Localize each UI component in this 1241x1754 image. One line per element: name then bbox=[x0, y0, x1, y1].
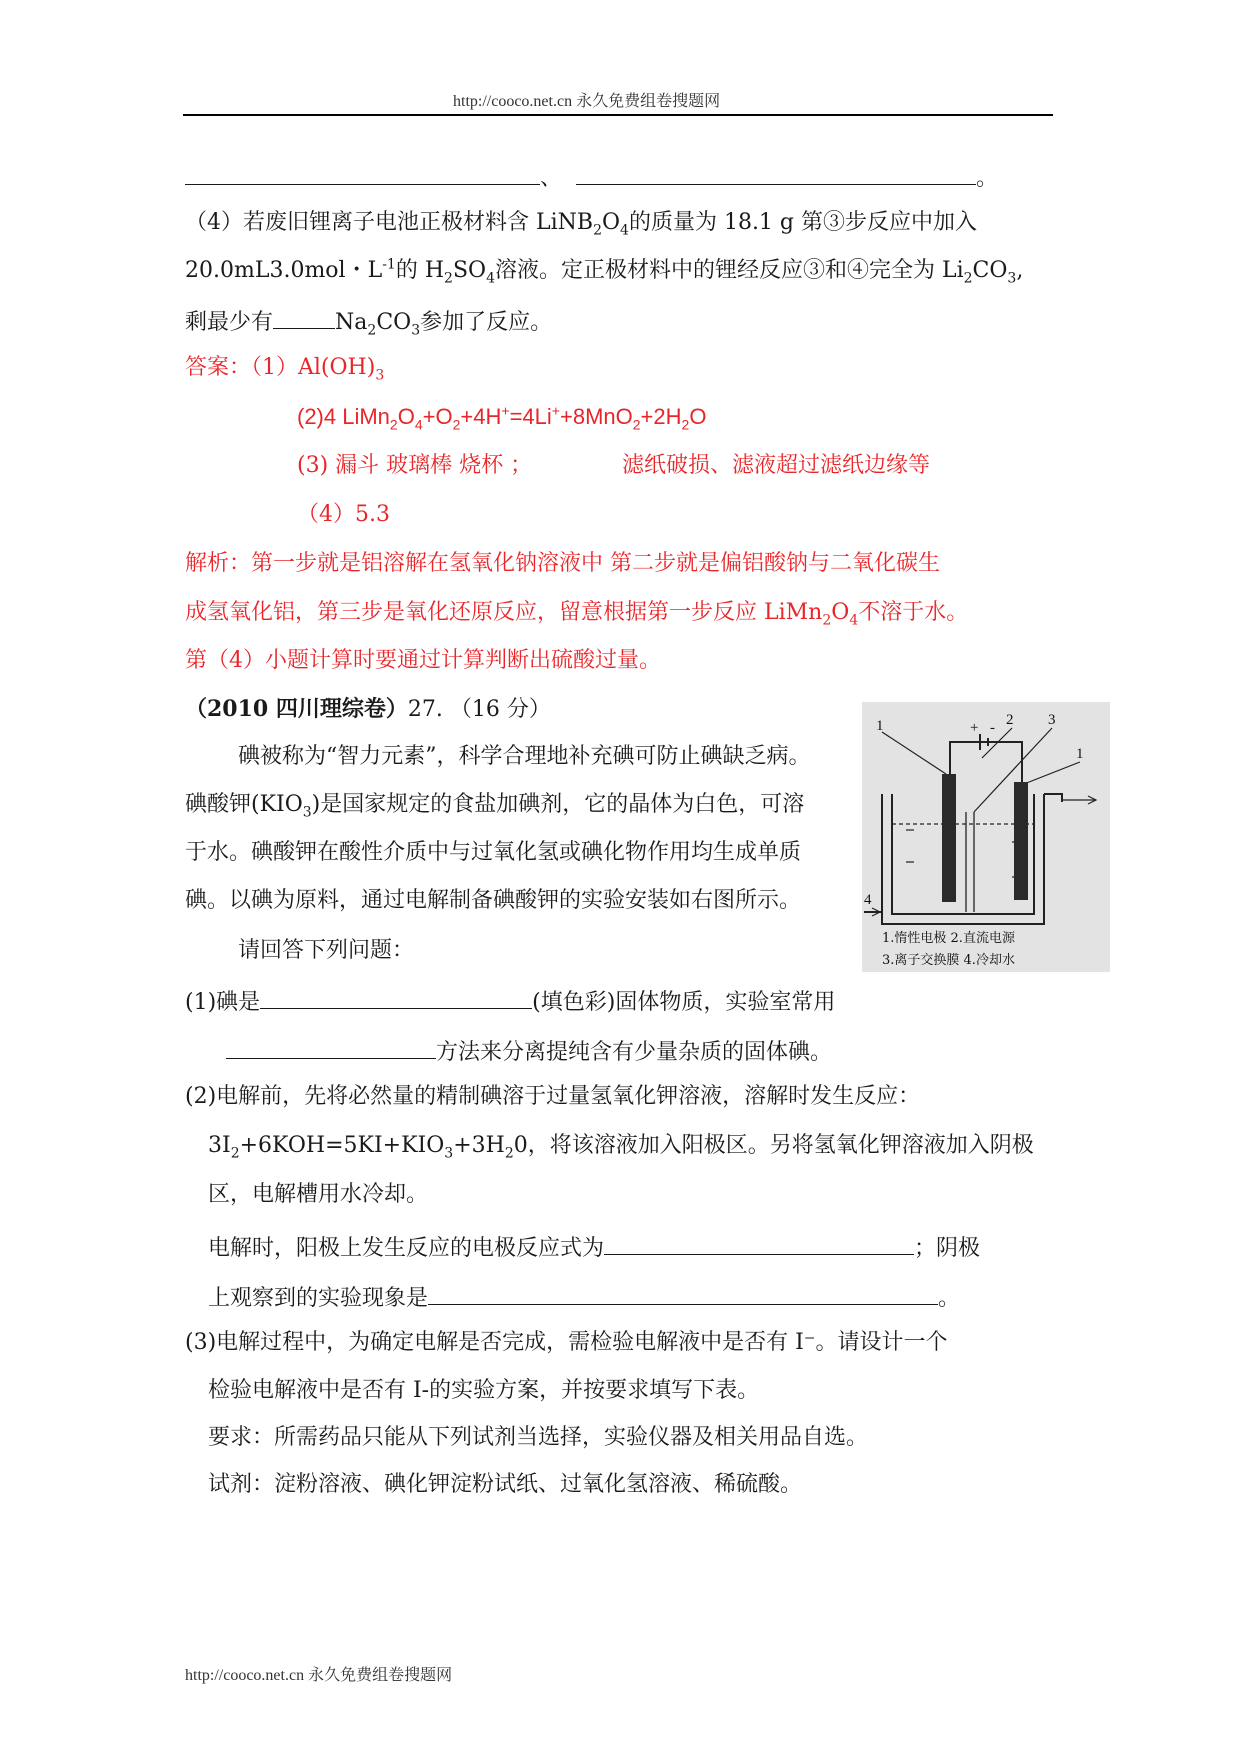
electrolysis-cell-diagram bbox=[862, 702, 1110, 972]
sub-q2-line-4: 电解时，阳极上发生反应的电极反应式为 ；阴极 bbox=[208, 1230, 980, 1264]
sub-q3-line-1: (3)电解过程中，为确定电解是否完成，需检验电解液中是否有 I⁻。请设计一个 bbox=[185, 1330, 948, 1355]
q4-line-2: 20.0mL3.0mol・$L^{-1}$的 $H_2SO_4$溶液。定正极材料中的锂经反应③和④完全为 $Li_2CO_3$, bbox=[185, 256, 1024, 287]
sub-q2-line-5: 上观察到的实验现象是 。 bbox=[208, 1280, 960, 1314]
problem-title: （2010 四川理综卷）27. （16 分） bbox=[185, 696, 551, 722]
sub-q2-line-1: (2)电解前，先将必然量的精制碘溶于过量氢氧化钾溶液，溶解时发生反应： bbox=[185, 1084, 921, 1109]
q4-line-3: 剩最少有 $Na_2CO_3$参加了反应。 bbox=[185, 304, 552, 338]
answer-blank[interactable] bbox=[226, 1034, 436, 1059]
svg-text:3: 3 bbox=[1048, 712, 1056, 728]
problem-p4: 碘。以碘为原料，通过电解制备碘酸钾的实验安装如右图所示。 bbox=[185, 888, 802, 913]
svg-text:1: 1 bbox=[1076, 746, 1084, 762]
q3-blank-line: 、 。 bbox=[185, 160, 998, 194]
answer-line-2: (2)4 $LiMn_2O_4+O_2+4H^+=4Li^++8MnO_2+2H_2O$ bbox=[297, 402, 707, 433]
analysis-line-1: 解析：第一步就是铝溶解在氢氧化钠溶液中 第二步就是偏铝酸钠与二氧化碳生 bbox=[185, 551, 940, 576]
answer-line-3: (3) 漏斗 玻璃棒 烧杯 ； bbox=[297, 453, 533, 478]
answer-blank[interactable] bbox=[185, 160, 540, 185]
sub-q3-line-3: 要求：所需药品只能从下列试剂当选择，实验仪器及相关用品自选。 bbox=[208, 1425, 869, 1450]
svg-text:+: + bbox=[970, 720, 979, 736]
problem-p1: 碘被称为“智力元素”，科学合理地补充碘可防止碘缺乏病。 bbox=[238, 744, 811, 769]
answer-blank[interactable] bbox=[260, 984, 532, 1009]
page-header: http://cooco.net.cn 永久免费组卷搜题网 bbox=[453, 93, 721, 110]
problem-p5: 请回答下列问题： bbox=[238, 938, 415, 963]
analysis-line-3: 第（4）小题计算时要通过计算判断出硫酸过量。 bbox=[185, 648, 661, 673]
svg-text:4: 4 bbox=[864, 892, 872, 908]
svg-text:-: - bbox=[990, 720, 995, 736]
sub-q2-line-2: $3I_2+6KOH=5KI+KIO_3+3H_20$，将该溶液加入阳极区。另将氢氧化钾溶液加入阴极 bbox=[208, 1133, 1034, 1162]
sub-q1-line-2: 方法来分离提纯含有少量杂质的固体碘。 bbox=[226, 1034, 832, 1068]
sub-q2-line-3: 区，电解槽用水冷却。 bbox=[208, 1182, 429, 1207]
problem-p2: 碘酸钾$(KIO_3)$是国家规定的食盐加碘剂，它的晶体为白色，可溶 bbox=[185, 792, 805, 821]
problem-p3: 于水。碘酸钾在酸性介质中与过氧化氢或碘化物作用均生成单质 bbox=[185, 840, 802, 865]
sub-q3-line-4: 试剂：淀粉溶液、碘化钾淀粉试纸、过氧化氢溶液、稀硫酸。 bbox=[208, 1472, 803, 1497]
page-footer: http://cooco.net.cn 永久免费组卷搜题网 bbox=[185, 1667, 453, 1684]
answer-line-4: （4）5.3 bbox=[297, 502, 390, 527]
answer-blank[interactable] bbox=[428, 1280, 938, 1305]
svg-text:3.离子交换膜 4.冷却水: 3.离子交换膜 4.冷却水 bbox=[882, 953, 1015, 968]
answer-line-1: 答案：$(1)Al(OH)_3$ bbox=[185, 355, 385, 384]
electrolysis-figure bbox=[862, 702, 1110, 972]
header-rule bbox=[183, 114, 1053, 116]
sub-q3-line-2: 检验电解液中是否有 I-的实验方案，并按要求填写下表。 bbox=[208, 1378, 760, 1403]
sub-q1-line-1: (1)碘是 (填色彩)固体物质，实验室常用 bbox=[185, 984, 835, 1018]
svg-text:2: 2 bbox=[1006, 712, 1014, 728]
answer-blank[interactable] bbox=[604, 1230, 914, 1255]
answer-blank[interactable] bbox=[273, 304, 335, 329]
answer-blank[interactable] bbox=[576, 160, 976, 185]
svg-text:1: 1 bbox=[876, 718, 884, 734]
answer-line-3-b: 滤纸破损、滤液超过滤纸边缘等 bbox=[622, 453, 931, 478]
analysis-line-2: 成氢氧化铝，第三步是氧化还原反应，留意根据第一步反应 $LiMn_2O_4$不溶于水。 bbox=[185, 600, 969, 629]
svg-text:1.惰性电极 2.直流电源: 1.惰性电极 2.直流电源 bbox=[882, 931, 1015, 946]
q4-line-1: （4）若废旧锂离子电池正极材料含 $LiNB_2O_4$的质量为 18.1 g 第③步反应中加入 bbox=[185, 210, 978, 239]
